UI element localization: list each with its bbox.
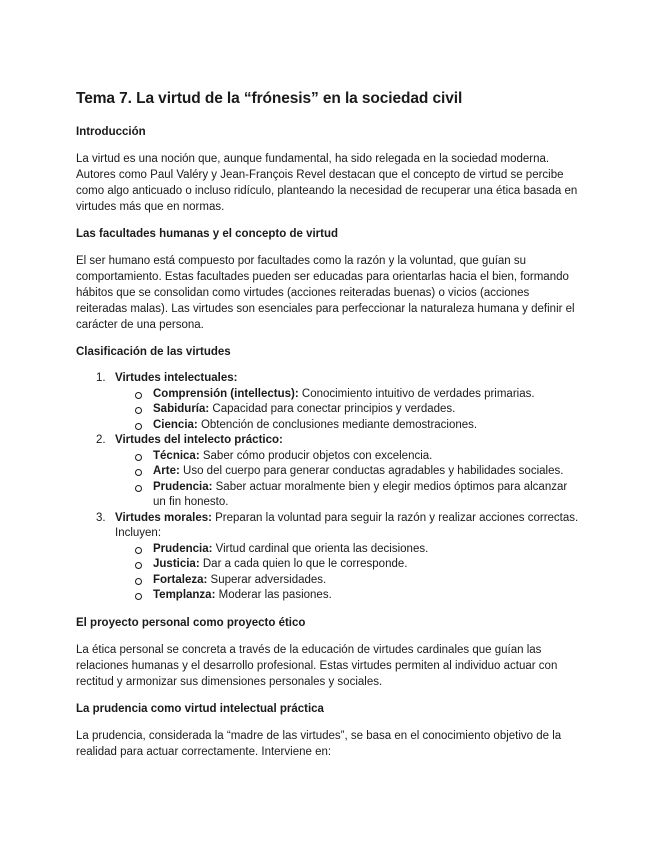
sublist-term: Comprensión (intellectus): [153,387,299,400]
sublist-desc: Obtención de conclusiones mediante demostraciones. [197,418,478,431]
list-number: 1. [96,372,106,384]
classification-list [76,371,581,604]
list-item-title: Virtudes intelectuales: [115,372,238,384]
sublist-item [115,542,581,558]
sublist-term: Prudencia: [153,480,213,493]
sublist-desc: Superar adversidades. [207,573,327,586]
page-title: Tema 7. La virtud de la “frónesis” en la sociedad civil [76,90,463,107]
sublist-item [115,464,581,480]
sublist-term: Arte: [153,465,180,477]
project-heading: El proyecto personal como proyecto ético [76,616,306,629]
sublist-desc: Saber cómo producir objetos con excelencia. [199,449,433,462]
sublist [115,387,581,434]
sublist-term: Ciencia: [153,418,198,431]
prudence-paragraph: La prudencia, considerada la “madre de las virtudes”, se basa en el conocimiento objetivo de la realidad para actuar correctamente. Interviene en: [76,729,562,758]
sublist [115,449,581,511]
list-number: 3. [96,511,106,524]
faculties-heading: Las facultades humanas y el concepto de virtud [76,228,339,240]
list-item-title: Virtudes del intelecto práctico: [115,434,283,446]
sublist-desc: Moderar las pasiones. [215,589,332,601]
intro-paragraph: La virtud es una noción que, aunque fundamental, ha sido relegada en la sociedad moderna. Autores como Paul Valéry y Jean-François Revel destacan que el concepto de virtud se percibe como algo anticuado o incluso ridículo, planteando la necesidad de recuperar una ética basada en virtudes más que en normas. [76,153,578,213]
sublist-term: Fortaleza: [153,573,208,586]
prudence-heading: La prudencia como virtud intelectual práctica [76,702,324,715]
sublist-term: Justicia: [153,558,200,570]
sublist-desc: Virtud cardinal que orienta las decisiones. [212,542,429,555]
sublist-term: Templanza: [153,589,216,601]
sublist-item [115,573,581,589]
document-page [76,88,581,760]
list-item-practical [76,433,581,511]
sublist-desc: Saber actuar moralmente bien y elegir medios óptimos para alcanzar un fin honesto. [153,480,568,508]
list-item-moral [76,511,581,604]
project-paragraph: La ética personal se concreta a través de la educación de virtudes cardinales que guían las relaciones humanas y el desarrollo profesional. Estas virtudes permiten al individuo actuar con rectitud y armonizar sus dimensiones personales y sociales. [76,643,558,688]
classification-heading: Clasificación de las virtudes [76,346,231,358]
sublist-item [115,449,581,465]
list-item-title: Virtudes morales: [115,511,212,524]
sublist-item [115,588,581,604]
sublist-desc: Capacidad para conectar principios y verdades. [209,403,456,415]
faculties-paragraph: El ser humano está compuesto por facultades como la razón y la voluntad, que guían su comportamiento. Estas facultades pueden ser educadas para orientarlas hacia el bien, formando hábitos que se consolidan como virtudes (acciones reiteradas buenas) o vicios (acciones reiteradas malas). Las virtudes son esenciales para perfeccionar la naturaleza humana y definir el carácter de una persona. [76,255,575,331]
sublist-term: Prudencia: [153,542,213,555]
sublist-item [115,480,581,511]
sublist-item [115,402,581,418]
list-number: 2. [96,434,106,446]
sublist-item [115,557,581,573]
sublist [115,542,581,604]
sublist-desc: Dar a cada quien lo que le corresponde. [199,558,408,570]
list-item-text: Preparan la voluntad para seguir la razón y realizar acciones correctas. Incluyen: [115,511,579,539]
sublist-desc: Uso del cuerpo para generar conductas agradables y habilidades sociales. [179,465,564,477]
sublist-term: Sabiduría: [153,403,210,415]
sublist-term: Técnica: [153,449,200,462]
sublist-item [115,387,581,403]
list-item-intellectual [76,371,581,433]
sublist-desc: Conocimiento intuitivo de verdades primarias. [298,387,535,400]
sublist-item [115,418,581,434]
intro-heading: Introducción [76,126,146,138]
